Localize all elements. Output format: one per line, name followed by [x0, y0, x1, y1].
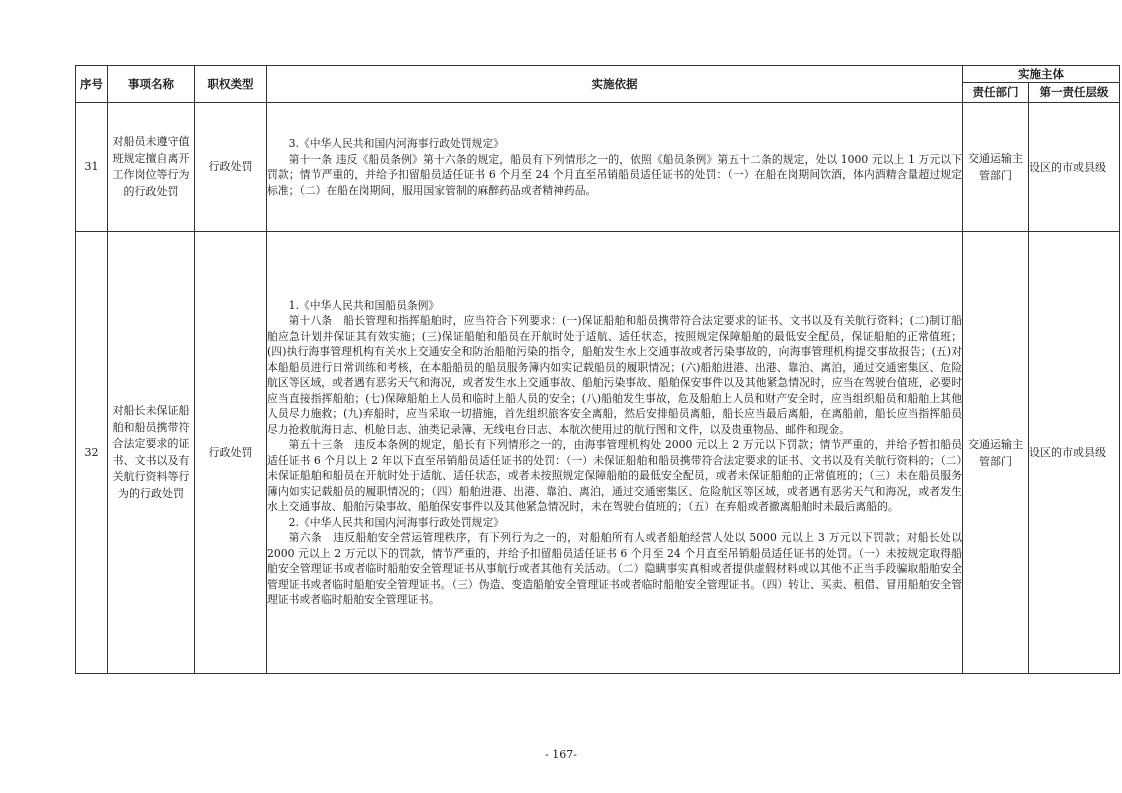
row-serial-number: 32 [76, 232, 108, 674]
basis-article: 第六条 违反船舶安全营运管理秩序，有下列行为之一的，对船舶所有人或者船舶经营人处以 5000 元以上 3 万元以下罚款；对船长处以 2000 元以上 2 万元以下的罚款，情节严重的，并给予扣留船员适任证书 6 个月至 24 个月直至吊销船员适任证书的处罚。（一）未按规定取得船舶安全管理证书或者临时船舶安全管理证书从事航行或者其他有关活动。（二）隐瞒事实真相或者提供虚假材料或以其他不正当手段骗取船舶安全管理证书或者临时船舶安全管理证书。（三）伪造、变造船舶安全管理证书或者临时船舶安全管理证书。（四）转让、买卖、租借、冒用船舶安全管理证书或者临时船舶安全管理证书。 [267, 531, 962, 606]
row-item-name: 对船长未保证船舶和船员携带符合法定要求的证书、文书以及有关航行资料等行为的行政处罚 [108, 232, 195, 674]
table-row [76, 232, 1120, 674]
enforcement-items-table [75, 65, 1120, 674]
row-responsibility-level: 设区的市或县级 [1029, 103, 1120, 232]
basis-article: 第十一条 违反《船员条例》第十六条的规定，船员有下列情形之一的，依照《船员条例》第五十二条的规定，处以 1000 元以上 1 万元以下罚款；情节严重的，并给予扣留船员适任证书 6 个月至 24 个月直至吊销船员适任证书的处罚：（一）在船在岗期间饮酒，体内酒精含量超过规定标准；（二）在船在岗期间，服用国家管制的麻醉药品或者精神药品。 [267, 152, 962, 197]
header-responsible-department: 责任部门 [963, 83, 1029, 103]
row-responsible-department: 交通运输主管部门 [963, 103, 1029, 232]
row-responsible-department: 交通运输主管部门 [963, 232, 1029, 674]
row-authority-type: 行政处罚 [195, 232, 267, 674]
row-serial-number: 31 [76, 103, 108, 232]
row-legal-basis [267, 103, 963, 232]
row-responsibility-level: 设区的市或县级 [1029, 232, 1120, 674]
header-serial-number: 序号 [76, 66, 108, 103]
header-item-name: 事项名称 [108, 66, 195, 103]
basis-article: 第五十三条 违反本条例的规定，船长有下列情形之一的，由海事管理机构处 2000 元以上 2 万元以下罚款；情节严重的，并给予暂扣船员适任证书 6 个月以上 2 年以下直至吊销船员适任证书的处罚：（一）未保证船舶和船员携带符合法定要求的证书、文书以及有关航行资料的；（二）未保证船舶和船员在开航时处于适航、适任状态，或者未按照规定保障船舶的最低安全配员，或者未保证船舶的正常值班的；（三）未在船员服务簿内如实记载船员的履职情况的；（四）船舶进港、出港、靠泊、离泊，通过交通密集区、危险航区等区域，或者遇有恶劣天气和海况，或者发生水上交通事故、船舶污染事故、船舶保安事件以及其他紧急情况时，未在驾驶台值班的；（五）在弃船或者撤离船舶时未最后离船的。 [267, 438, 962, 513]
page-number: - 167- [545, 748, 577, 761]
header-first-responsibility-level: 第一责任层级 [1029, 83, 1120, 103]
header-authority-type: 职权类型 [195, 66, 267, 103]
row-item-name: 对船员未遵守值班规定擅自离开工作岗位等行为的行政处罚 [108, 103, 195, 232]
header-implementing-subject: 实施主体 [963, 66, 1120, 83]
basis-source-title: 1.《中华人民共和国船员条例》 [288, 298, 440, 312]
row-authority-type: 行政处罚 [195, 103, 267, 232]
basis-source-title: 2.《中华人民共和国内河海事行政处罚规定》 [288, 515, 505, 529]
basis-source-title: 3.《中华人民共和国内河海事行政处罚规定》 [288, 137, 505, 150]
row-legal-basis [267, 232, 963, 674]
header-legal-basis: 实施依据 [267, 66, 963, 103]
basis-article: 第十八条 船长管理和指挥船舶时，应当符合下列要求：(一)保证船舶和船员携带符合法定要求的证书、文书以及有关航行资料；(二)制订船舶应急计划并保证其有效实施；(三)保证船舶和船员在开航时处于适航、适任状态，按照规定保障船舶的最低安全配员，保证船舶的正常值班；(四)执行海事管理机构有关水上交通安全和防治船舶污染的指令，船舶发生水上交通事故或者污染事故的，向海事管理机构提交事故报告；(五)对本船船员进行日常训练和考核，在本船船员的船员服务簿内如实记载船员的履职情况；(六)船舶进港、出港、靠泊、离泊，通过交通密集区、危险航区等区域，或者遇有恶劣天气和海况，或者发生水上交通事故、船舶污染事故、船舶保安事件以及其他紧急情况时，应当在驾驶台值班，必要时应当直接指挥船舶；(七)保障船舶上人员和临时上船人员的安全；(八)船舶发生事故，危及船舶上人员和财产安全时，应当组织船员和船舶上其他人员尽力施救；(九)弃船时，应当采取一切措施，首先组织旅客安全离船，然后安排船员离船，船长应当最后离船，在离船前，船长应当指挥船员尽力抢救航海日志、机舱日志、油类记录簿、无线电台日志、本航次使用过的航行图和文件，以及贵重物品、邮件和现金。 [267, 314, 962, 436]
table-row [76, 103, 1120, 232]
